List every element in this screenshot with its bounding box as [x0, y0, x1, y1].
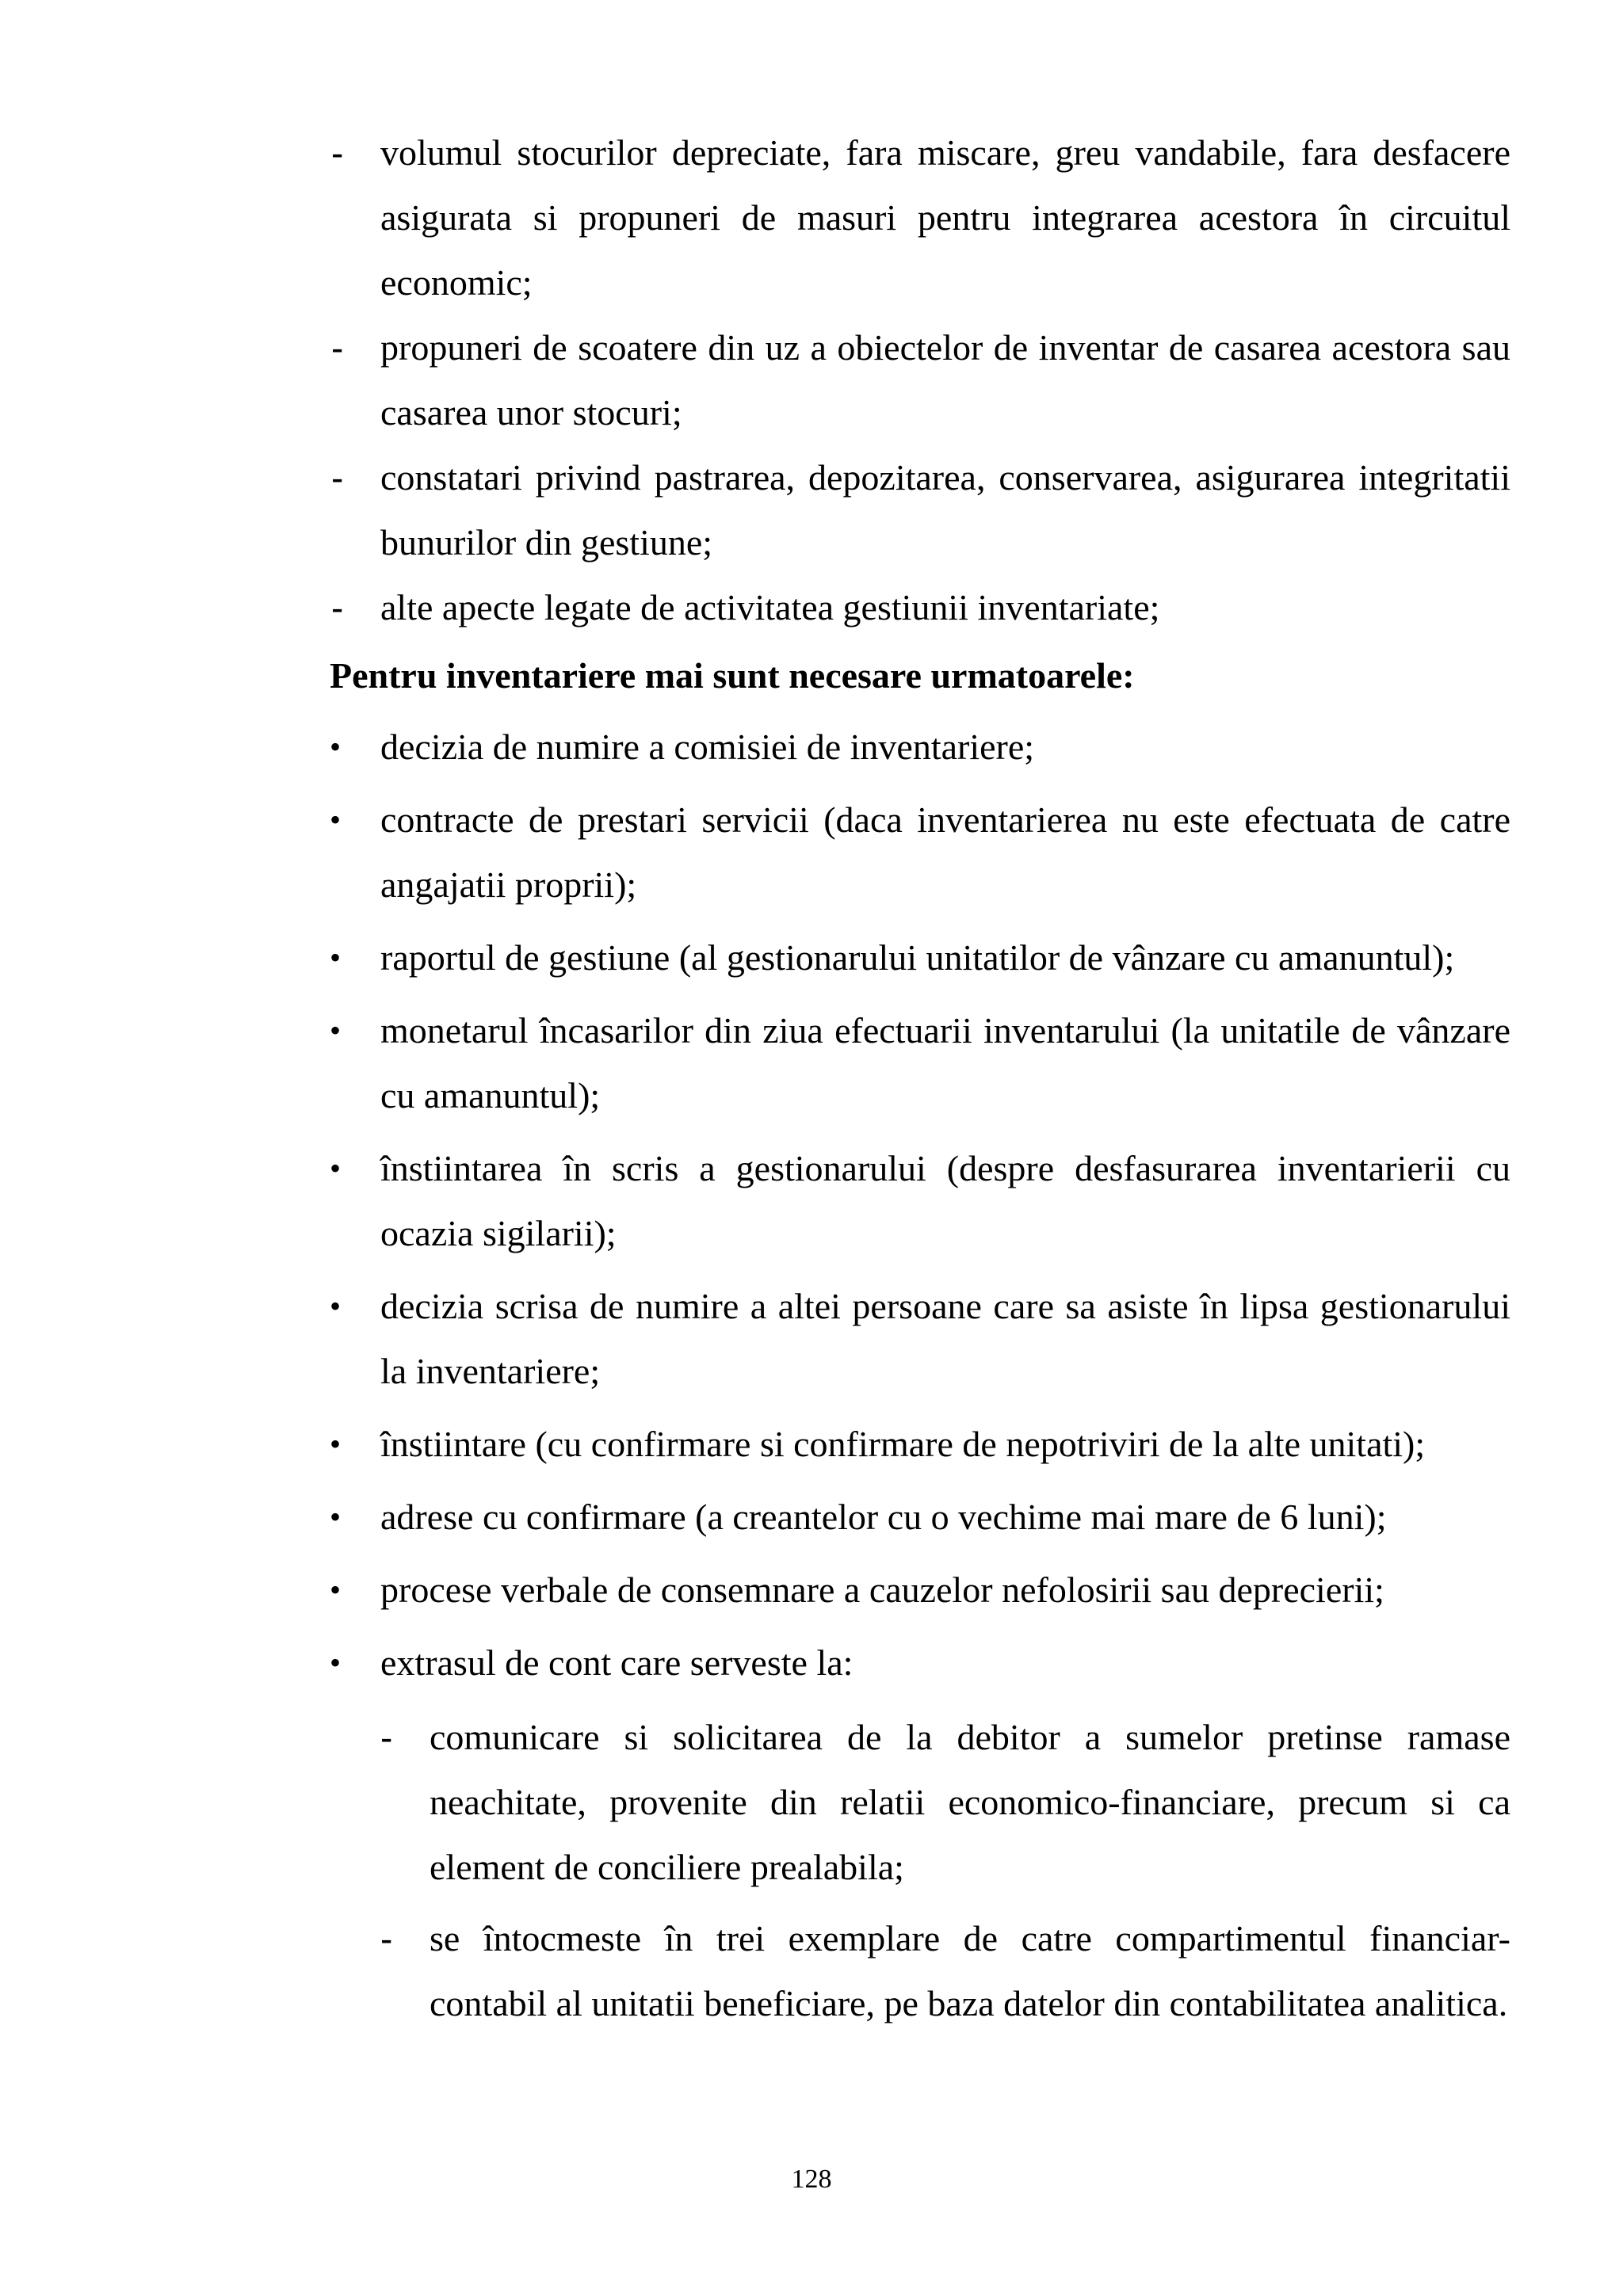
bullet-marker: • [330, 1288, 342, 1324]
list-item [330, 1558, 1510, 1623]
bullet-marker: • [330, 940, 342, 975]
list-item-text: monetarul încasarilor din ziua efectuarii inventarului (la unitatile de vânzare cu amanuntul); [380, 1010, 1510, 1116]
list-item [330, 1136, 1510, 1266]
list-item [330, 1274, 1510, 1404]
bullet-list [330, 715, 1510, 1695]
list-item-text: înstiintarea în scris a gestionarului (despre desfasurarea inventarierii cu ocazia sigilarii); [380, 1148, 1510, 1253]
list-item [330, 715, 1510, 780]
page-number: 128 [791, 2164, 832, 2194]
list-item-text: procese verbale de consemnare a cauzelor nefolosirii sau deprecierii; [380, 1569, 1384, 1610]
list-item [330, 788, 1510, 917]
bullet-marker: • [330, 1013, 342, 1048]
page-content [330, 120, 1510, 2042]
dash-list [330, 120, 1510, 640]
dash-marker: - [331, 132, 344, 174]
list-item-text: decizia scrisa de numire a altei persoane care sa asiste în lipsa gestionarului la inventariere; [380, 1286, 1510, 1391]
list-item-text: propuneri de scoatere din uz a obiectelor de inventar de casarea acestora sau casarea unor stocuri; [380, 327, 1510, 433]
list-item [330, 925, 1510, 990]
dash-marker: - [331, 457, 344, 498]
bullet-marker: • [330, 729, 342, 765]
list-item [330, 1630, 1510, 1695]
list-item [330, 445, 1510, 575]
list-item [380, 1906, 1510, 2036]
list-item-text: comunicare si solicitarea de la debitor a sumelor pretinse ramase neachitate, provenite din relatii economico-financiare, precum si ca element de conciliere prealabila; [430, 1717, 1510, 1887]
bullet-marker: • [330, 1426, 342, 1462]
dash-marker: - [331, 587, 344, 628]
list-item-text: alte apecte legate de activitatea gestiunii inventariate; [380, 587, 1160, 627]
list-item [330, 998, 1510, 1128]
list-item [330, 575, 1510, 640]
list-item-text: raportul de gestiune (al gestionarului unitatilor de vânzare cu amanuntul); [380, 937, 1455, 978]
list-item-text: adrese cu confirmare (a creantelor cu o vechime mai mare de 6 luni); [380, 1497, 1387, 1537]
list-item [380, 1705, 1510, 1900]
bullet-marker: • [330, 802, 342, 837]
list-item-text: se întocmeste în trei exemplare de catre compartimentul financiar-contabil al unitatii beneficiare, pe baza datelor din contabilitatea analitica. [430, 1918, 1510, 2023]
bullet-marker: • [330, 1499, 342, 1535]
bullet-marker: • [330, 1645, 342, 1680]
dash-marker: - [380, 1717, 393, 1758]
bullet-marker: • [330, 1150, 342, 1186]
list-item-text: extrasul de cont care serveste la: [380, 1642, 854, 1683]
section-heading: Pentru inventariere mai sunt necesare urmatoarele: [330, 655, 1135, 696]
dash-marker: - [331, 327, 344, 368]
list-item-text: decizia de numire a comisiei de inventariere; [380, 727, 1035, 767]
list-item [330, 120, 1510, 315]
bullet-marker: • [330, 1572, 342, 1608]
list-item-text: contracte de prestari servicii (daca inventarierea nu este efectuata de catre angajatii proprii); [380, 799, 1510, 905]
list-item [330, 1485, 1510, 1550]
list-item-text: înstiintare (cu confirmare si confirmare de nepotriviri de la alte unitati); [380, 1424, 1426, 1464]
list-item-text: volumul stocurilor depreciate, fara miscare, greu vandabile, fara desfacere asigurata si propuneri de masuri pentru integrarea acestora în circuitul economic; [380, 132, 1510, 303]
list-item [330, 1412, 1510, 1477]
list-item [330, 315, 1510, 445]
list-item-text: constatari privind pastrarea, depozitarea, conservarea, asigurarea integritatii bunurilor din gestiune; [380, 457, 1510, 563]
dash-marker: - [380, 1918, 393, 1959]
nested-dash-list [380, 1705, 1510, 2036]
